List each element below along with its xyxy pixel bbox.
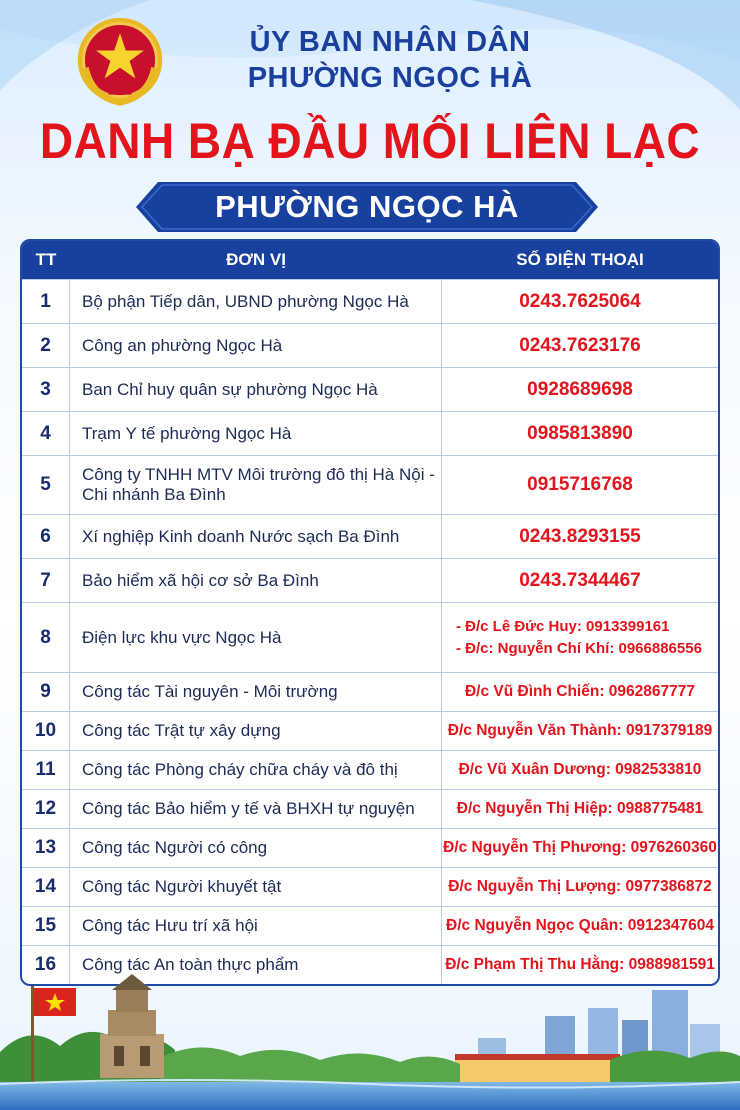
- row-number: 8: [22, 603, 70, 672]
- table-body: [22, 279, 718, 984]
- row-number: 11: [22, 751, 70, 789]
- unit-name: Công an phường Ngọc Hà: [82, 335, 283, 355]
- unit-name: Ban Chỉ huy quân sự phường Ngọc Hà: [82, 379, 378, 399]
- table-row: [22, 672, 718, 711]
- row-number: 16: [22, 946, 70, 984]
- phone-number: Đ/c Nguyễn Thị Phương: 0976260360: [443, 839, 717, 856]
- contact-table: [20, 239, 720, 986]
- table-row: [22, 558, 718, 602]
- row-number: 9: [22, 673, 70, 711]
- unit-name: Bộ phận Tiếp dân, UBND phường Ngọc Hà: [82, 291, 409, 311]
- unit-name: Công tác Hưu trí xã hội: [82, 916, 258, 935]
- phone-cell: [442, 829, 718, 867]
- row-number: 1: [22, 280, 70, 323]
- row-number: 12: [22, 790, 70, 828]
- unit-cell: [70, 751, 442, 789]
- row-number: 13: [22, 829, 70, 867]
- row-number: 6: [22, 515, 70, 558]
- table-row: [22, 411, 718, 455]
- phone-cell: [442, 368, 718, 411]
- phone-cell: [442, 456, 718, 514]
- table-row: [22, 602, 718, 672]
- phone-cell: [442, 603, 718, 672]
- column-header-tt: TT: [35, 250, 57, 269]
- phone-number: - Đ/c: Nguyễn Chí Khí: 0966886556: [456, 639, 702, 657]
- phone-cell: [442, 412, 718, 455]
- page-title: DANH BẠ ĐẦU MỐI LIÊN LẠC: [39, 113, 701, 169]
- unit-name: Bảo hiểm xã hội cơ sở Ba Đình: [82, 570, 319, 590]
- table-row: [22, 750, 718, 789]
- column-header-phone: SỐ ĐIỆN THOẠI: [516, 250, 644, 269]
- phone-number: Đ/c Nguyễn Văn Thành: 0917379189: [447, 722, 713, 739]
- table-row: [22, 906, 718, 945]
- phone-number: - Đ/c Lê Đức Huy: 0913399161: [456, 617, 670, 635]
- phone-number: 0243.7625064: [519, 290, 641, 312]
- unit-name: Công tác Phòng cháy chữa cháy và đô thị: [82, 760, 398, 779]
- phone-cell: [442, 559, 718, 602]
- table-row: [22, 323, 718, 367]
- unit-name: Công tác Người có công: [82, 838, 268, 857]
- phone-cell: [442, 868, 718, 906]
- table-row: [22, 514, 718, 558]
- phone-number: 0243.7344467: [519, 569, 641, 591]
- unit-name: Công tác Trật tự xây dựng: [82, 721, 281, 740]
- phone-number: Đ/c Phạm Thị Thu Hằng: 0988981591: [445, 956, 715, 973]
- table-row: [22, 367, 718, 411]
- page-subtitle: PHƯỜNG NGỌC HÀ: [215, 189, 519, 224]
- phone-number: 0243.7623176: [519, 334, 641, 356]
- phone-cell: [442, 324, 718, 367]
- phone-number: 0928689698: [527, 378, 633, 400]
- row-number: 4: [22, 412, 70, 455]
- unit-name: Công tác Tài nguyên - Môi trường: [82, 682, 338, 701]
- unit-cell: [70, 868, 442, 906]
- unit-cell: [70, 456, 442, 514]
- table-row: [22, 789, 718, 828]
- column-header-unit: ĐƠN VỊ: [226, 250, 286, 269]
- row-number: 2: [22, 324, 70, 367]
- unit-cell: [70, 712, 442, 750]
- table-row: [22, 711, 718, 750]
- unit-cell: [70, 324, 442, 367]
- phone-number: Đ/c Nguyễn Thị Lượng: 0977386872: [448, 878, 712, 895]
- row-number: 10: [22, 712, 70, 750]
- table-row: [22, 279, 718, 323]
- unit-cell: [70, 368, 442, 411]
- unit-name: Công tác An toàn thực phẩm: [82, 955, 299, 974]
- phone-number: 0243.8293155: [519, 525, 641, 547]
- unit-cell: [70, 829, 442, 867]
- phone-cell: [442, 712, 718, 750]
- bottom-scenery: [0, 972, 740, 1110]
- phone-number: Đ/c Vũ Đình Chiến: 0962867777: [464, 683, 695, 700]
- unit-name: Công tác Người khuyết tật: [82, 877, 282, 896]
- unit-cell: [70, 559, 442, 602]
- row-number: 15: [22, 907, 70, 945]
- row-number: 7: [22, 559, 70, 602]
- phone-cell: [442, 790, 718, 828]
- unit-name: Xí nghiệp Kinh doanh Nước sạch Ba Đình: [82, 526, 400, 546]
- phone-number: Đ/c Nguyễn Thị Hiệp: 0988775481: [456, 800, 704, 817]
- table-row: [22, 828, 718, 867]
- unit-cell: [70, 673, 442, 711]
- phone-cell: [442, 751, 718, 789]
- org-name-line1: ỦY BAN NHÂN DÂN: [249, 26, 531, 58]
- table-header: [22, 241, 718, 279]
- row-number: 5: [22, 456, 70, 514]
- unit-name: Điện lực khu vực Ngọc Hà: [82, 627, 282, 647]
- unit-cell: [70, 790, 442, 828]
- unit-cell: [70, 603, 442, 672]
- table-row: [22, 455, 718, 514]
- phone-cell: [442, 280, 718, 323]
- national-emblem-icon: [72, 14, 168, 110]
- unit-cell: [70, 907, 442, 945]
- phone-cell: [442, 673, 718, 711]
- row-number: 3: [22, 368, 70, 411]
- table-row: [22, 867, 718, 906]
- unit-name: Trạm Y tế phường Ngọc Hà: [82, 423, 292, 443]
- unit-name: Công ty TNHH MTV Môi trường đô thị Hà Nội -: [82, 465, 435, 484]
- phone-number: Đ/c Nguyễn Ngọc Quân: 0912347604: [446, 917, 714, 934]
- phone-number: 0985813890: [527, 422, 633, 444]
- unit-cell: [70, 280, 442, 323]
- phone-number: 0915716768: [527, 474, 633, 495]
- phone-number: Đ/c Vũ Xuân Dương: 0982533810: [458, 761, 702, 778]
- turtle-tower-icon: [100, 974, 164, 1078]
- unit-name: Công tác Bảo hiểm y tế và BHXH tự nguyện: [82, 799, 415, 818]
- phone-cell: [442, 515, 718, 558]
- unit-name: Chi nhánh Ba Đình: [82, 485, 226, 504]
- phone-cell: [442, 907, 718, 945]
- unit-cell: [70, 412, 442, 455]
- unit-cell: [70, 515, 442, 558]
- org-name-line2: PHƯỜNG NGỌC HÀ: [247, 62, 533, 94]
- row-number: 14: [22, 868, 70, 906]
